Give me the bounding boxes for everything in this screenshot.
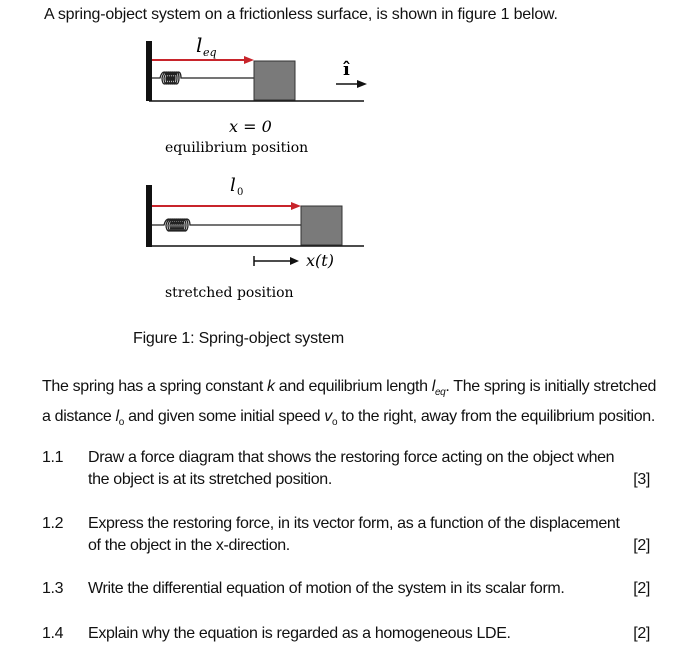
question-text: Express the restoring force, in its vector form, as a function of the displacement of the object in the x-direction. — [88, 515, 620, 554]
symbol-v: v — [324, 408, 332, 426]
symbol-l: l — [431, 378, 435, 395]
question-number: 1.1 — [42, 449, 64, 466]
question-number: 1.4 — [42, 625, 64, 642]
symbol-eq-sub: eq — [434, 387, 446, 399]
question-marks: [2] — [633, 625, 650, 642]
wall — [146, 41, 152, 101]
leq-label-sub: eq — [203, 46, 217, 59]
block-bottom — [301, 206, 342, 245]
l0-label: l — [230, 175, 236, 196]
symbol-k: k — [267, 378, 275, 395]
question-marks: [2] — [633, 580, 650, 597]
figure-caption: Figure 1: Spring-object system — [133, 330, 344, 347]
question-number: 1.2 — [42, 515, 64, 532]
question-text: Explain why the equation is regarded as a homogeneous LDE. — [88, 625, 511, 642]
para-text: and equilibrium length — [274, 378, 432, 395]
spring-bottom — [152, 219, 301, 231]
unit-vector-arrow-head — [357, 80, 367, 88]
para-text: and given some initial speed — [123, 408, 325, 426]
unit-vector-label: î — [343, 59, 350, 80]
stretched-diagram — [146, 175, 364, 301]
leq-arrow-head — [244, 56, 254, 64]
symbol-l0: l — [115, 408, 119, 426]
stretched-label: stretched position — [165, 285, 294, 301]
x-zero-label: x = 0 — [229, 117, 272, 136]
question-marks: [2] — [633, 537, 650, 554]
para-text: . The spring is initially stretched a distance — [42, 378, 657, 426]
xt-arrow-head — [290, 257, 299, 265]
question-text: Write the differential equation of motion of the system in its scalar form. — [88, 580, 565, 597]
symbol-o-sub: o — [331, 417, 338, 429]
para-text: The spring has a spring constant — [42, 378, 268, 395]
para-text: to the right, away from the equilibrium position. — [337, 408, 655, 426]
equilibrium-label: equilibrium position — [165, 140, 309, 156]
spring-top — [152, 72, 254, 84]
problem-paragraph — [42, 375, 662, 435]
l0-arrow-head — [291, 202, 301, 210]
equilibrium-diagram — [146, 33, 367, 156]
spring-object-figure — [0, 0, 700, 330]
block-top — [254, 61, 295, 100]
question-marks: [3] — [633, 471, 650, 488]
leq-label: l — [196, 33, 203, 57]
question-number: 1.3 — [42, 580, 64, 597]
l0-label-sub: 0 — [237, 187, 244, 198]
question-text: Draw a force diagram that shows the restoring force acting on the object when the object is at its stretched position. — [88, 449, 615, 488]
intro-text: A spring-object system on a frictionless surface, is shown in figure 1 below. — [44, 6, 558, 23]
xt-label: x(t) — [306, 251, 334, 270]
symbol-o-sub: o — [118, 417, 124, 429]
wall — [146, 185, 152, 247]
